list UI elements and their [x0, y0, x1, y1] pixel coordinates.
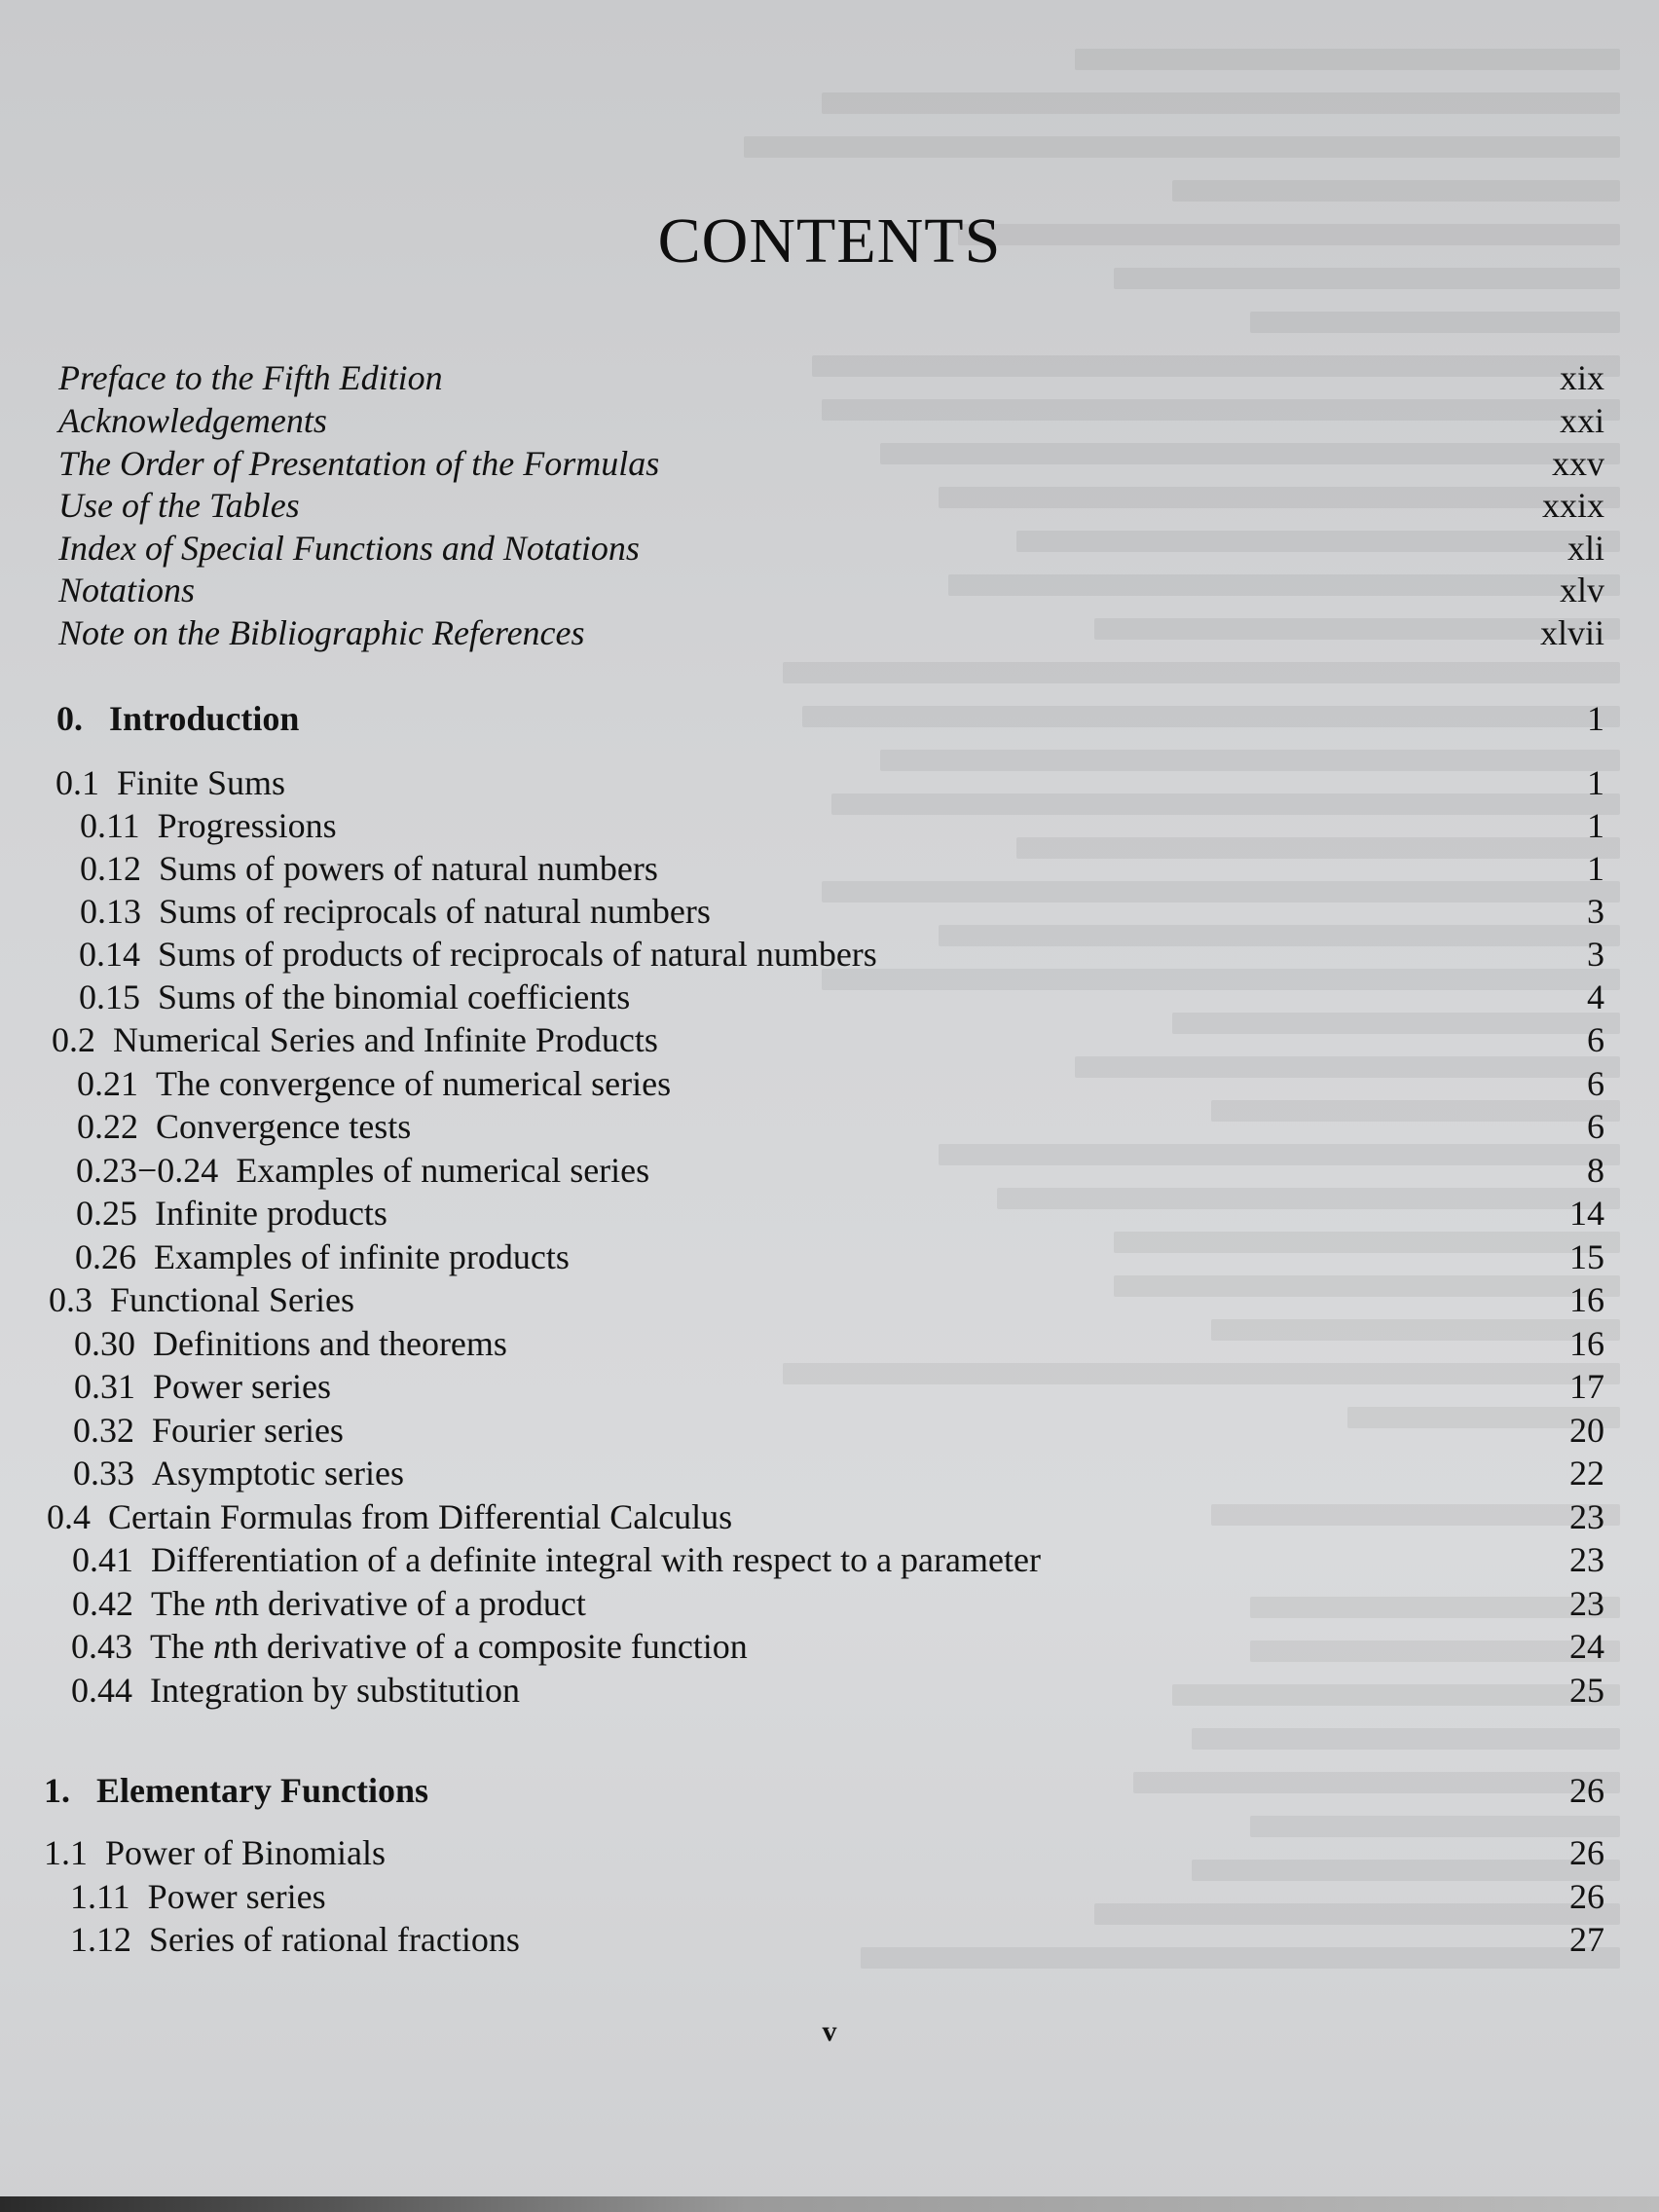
subsection-item: [73, 1452, 1604, 1494]
entry-title: Sums of products of reciprocals of natural numbers: [158, 935, 877, 974]
binding-edge: [0, 2196, 1659, 2212]
entry-number: 0.41: [72, 1540, 133, 1579]
subsection-item: [72, 1538, 1604, 1581]
section-item: [47, 1495, 1604, 1538]
entry-title: Functional Series: [110, 1280, 354, 1319]
entry-title: The Order of Presentation of the Formulas: [58, 444, 660, 483]
entry-page: 27: [1569, 1920, 1604, 1959]
entry-page: 14: [1569, 1194, 1604, 1233]
entry-page: 23: [1569, 1584, 1604, 1623]
subsection-item: [79, 933, 1604, 976]
entry-page: 1: [1587, 849, 1604, 888]
entry-title: Elementary Functions: [96, 1771, 428, 1810]
entry-title: Asymptotic series: [152, 1454, 404, 1493]
ghost-line: [1075, 49, 1620, 70]
entry-page: xlv: [1559, 571, 1604, 609]
entry-number: 0.30: [74, 1324, 135, 1363]
entry-title: Acknowledgements: [58, 401, 327, 440]
entry-page: xxix: [1541, 486, 1604, 525]
entry-page: 6: [1587, 1064, 1604, 1103]
front-matter-item: [58, 569, 1604, 611]
entry-number: 0.13: [80, 892, 141, 931]
entry-page: 26: [1569, 1771, 1604, 1810]
entry-title: Fourier series: [152, 1411, 344, 1450]
subsection-item: [74, 1365, 1604, 1408]
entry-page: xxv: [1552, 444, 1604, 483]
entry-number: 0.44: [71, 1671, 132, 1710]
ghost-line: [1172, 180, 1620, 202]
entry-number: 0.33: [73, 1454, 134, 1493]
entry-title: Sums of powers of natural numbers: [159, 849, 658, 888]
entry-number: 0.14: [79, 935, 140, 974]
subsection-item: [71, 1669, 1604, 1712]
entry-page: 17: [1569, 1367, 1604, 1406]
ghost-line: [744, 136, 1620, 158]
entry-number: 1.: [44, 1771, 70, 1810]
entry-number: 0.12: [80, 849, 141, 888]
entry-page: xix: [1559, 358, 1604, 397]
entry-page: 26: [1569, 1833, 1604, 1872]
entry-number: 0.32: [73, 1411, 134, 1450]
subsection-item: [76, 1149, 1604, 1192]
entry-title: Sums of reciprocals of natural numbers: [159, 892, 711, 931]
section-item: [55, 761, 1604, 804]
entry-page: 20: [1569, 1411, 1604, 1450]
section-item: [44, 1831, 1604, 1874]
front-matter-item: [58, 484, 1604, 527]
entry-number: 0.23−0.24: [76, 1151, 219, 1190]
entry-title: Convergence tests: [156, 1107, 412, 1146]
entry-page: xlvii: [1539, 613, 1604, 652]
entry-page: 4: [1587, 977, 1604, 1016]
subsection-item: [76, 1192, 1604, 1235]
entry-number: 1.11: [70, 1877, 130, 1916]
entry-title: Differentiation of a definite integral with respect to a parameter: [151, 1540, 1041, 1579]
entry-title: Introduction: [109, 699, 300, 738]
entry-number: 0.26: [75, 1237, 136, 1276]
entry-number: 1.1: [44, 1833, 88, 1872]
ghost-line: [1250, 312, 1620, 333]
entry-page: 16: [1569, 1324, 1604, 1363]
entry-number: 0.43: [71, 1627, 132, 1666]
entry-title: Certain Formulas from Differential Calculus: [108, 1497, 733, 1536]
entry-number: 0.22: [77, 1107, 138, 1146]
subsection-item: [72, 1582, 1604, 1625]
entry-title: The nth derivative of a product: [151, 1584, 586, 1623]
entry-number: 0.2: [52, 1020, 95, 1059]
entry-title: Index of Special Functions and Notations: [58, 529, 640, 568]
entry-title: The nth derivative of a composite function: [150, 1627, 748, 1666]
page-title: CONTENTS: [657, 205, 1002, 276]
entry-title: Examples of infinite products: [154, 1237, 570, 1276]
subsection-item: [80, 804, 1604, 847]
entry-title: Use of the Tables: [58, 486, 300, 525]
entry-title: Finite Sums: [117, 763, 286, 802]
entry-title: Notations: [58, 571, 196, 609]
entry-title: Power of Binomials: [105, 1833, 386, 1872]
ghost-line: [1192, 1728, 1620, 1750]
entry-number: 0.3: [49, 1280, 92, 1319]
entry-page: 15: [1569, 1237, 1604, 1276]
chapter-heading: [56, 697, 1604, 740]
front-matter-item: [58, 399, 1604, 442]
section-item: [49, 1278, 1604, 1321]
subsection-item: [80, 890, 1604, 933]
entry-title: Series of rational fractions: [149, 1920, 520, 1959]
entry-number: 0.25: [76, 1194, 137, 1233]
entry-page: 24: [1569, 1627, 1604, 1666]
entry-page: 16: [1569, 1280, 1604, 1319]
entry-page: 3: [1587, 935, 1604, 974]
subsection-item: [70, 1918, 1604, 1961]
subsection-item: [71, 1625, 1604, 1668]
entry-page: 23: [1569, 1497, 1604, 1536]
subsection-item: [75, 1235, 1604, 1278]
entry-title: Power series: [147, 1877, 326, 1916]
entry-page: 25: [1569, 1671, 1604, 1710]
front-matter-item: [58, 442, 1604, 485]
entry-page: 22: [1569, 1454, 1604, 1493]
entry-title: Definitions and theorems: [153, 1324, 507, 1363]
subsection-item: [73, 1409, 1604, 1452]
page-number: v: [822, 2015, 837, 2047]
entry-page: 1: [1587, 763, 1604, 802]
subsection-item: [80, 847, 1604, 890]
entry-page: 3: [1587, 892, 1604, 931]
ghost-line: [822, 92, 1620, 114]
entry-number: 0.42: [72, 1584, 133, 1623]
entry-title: Integration by substitution: [150, 1671, 520, 1710]
entry-page: 23: [1569, 1540, 1604, 1579]
entry-number: 0.4: [47, 1497, 91, 1536]
entry-number: 0.15: [79, 977, 140, 1016]
entry-number: 0.1: [55, 763, 99, 802]
front-matter-item: [58, 611, 1604, 654]
subsection-item: [79, 976, 1604, 1018]
entry-page: 1: [1587, 699, 1604, 738]
front-matter-item: [58, 356, 1604, 399]
entry-page: 6: [1587, 1107, 1604, 1146]
entry-title: Progressions: [157, 806, 337, 845]
entry-title: Sums of the binomial coefficients: [158, 977, 631, 1016]
subsection-item: [77, 1105, 1604, 1148]
entry-page: 26: [1569, 1877, 1604, 1916]
entry-page: xli: [1567, 529, 1604, 568]
entry-page: xxi: [1559, 401, 1604, 440]
front-matter-item: [58, 527, 1604, 570]
subsection-item: [77, 1062, 1604, 1105]
entry-page: 8: [1587, 1151, 1604, 1190]
entry-title: Numerical Series and Infinite Products: [113, 1020, 658, 1059]
entry-page: 1: [1587, 806, 1604, 845]
ghost-line: [783, 662, 1620, 683]
entry-title: Preface to the Fifth Edition: [58, 358, 443, 397]
entry-number: 0.: [56, 699, 83, 738]
section-item: [52, 1018, 1604, 1061]
entry-page: 6: [1587, 1020, 1604, 1059]
entry-title: Examples of numerical series: [236, 1151, 650, 1190]
entry-number: 1.12: [70, 1920, 131, 1959]
entry-title: Note on the Bibliographic References: [58, 613, 585, 652]
entry-title: The convergence of numerical series: [156, 1064, 672, 1103]
entry-number: 0.31: [74, 1367, 135, 1406]
subsection-item: [74, 1322, 1604, 1365]
entry-number: 0.11: [80, 806, 140, 845]
chapter-heading: [44, 1769, 1604, 1812]
subsection-item: [70, 1875, 1604, 1918]
entry-title: Infinite products: [155, 1194, 387, 1233]
entry-title: Power series: [153, 1367, 331, 1406]
entry-number: 0.21: [77, 1064, 138, 1103]
